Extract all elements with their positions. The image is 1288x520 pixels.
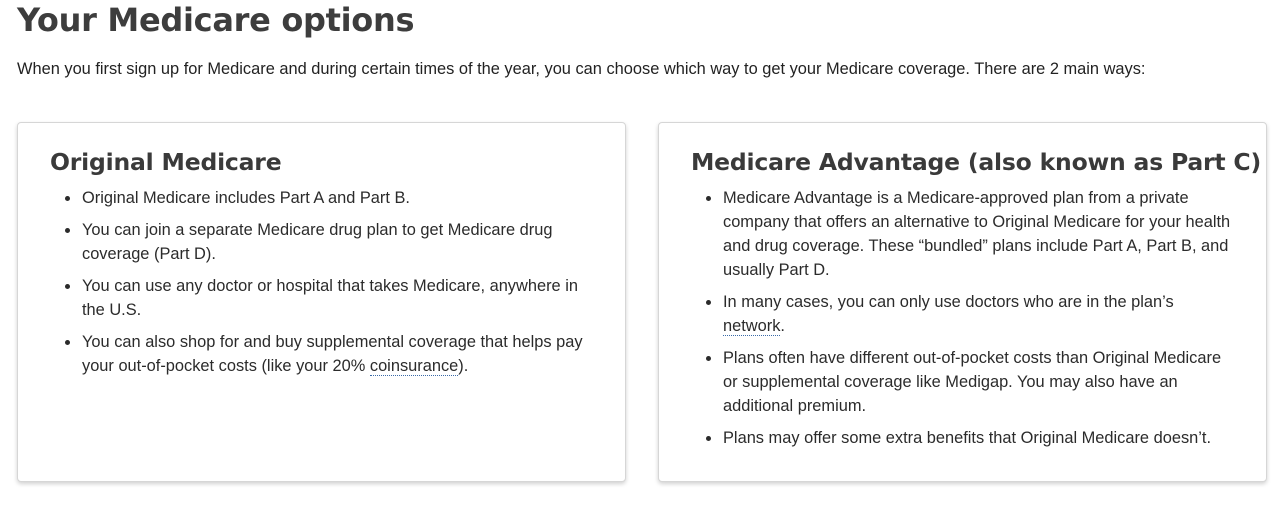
list-item-text: . [780,317,785,335]
list-item: Plans may offer some extra benefits that Original Medicare doesn’t. [723,426,1234,450]
coinsurance-definition-link[interactable]: coinsurance [369,357,459,375]
list-item-text: ). [458,357,469,375]
medicare-advantage-title: Medicare Advantage (also known as Part C) [691,148,1262,176]
medicare-advantage-list [691,186,1234,450]
list-item: You can use any doctor or hospital that takes Medicare, anywhere in the U.S. [82,274,593,322]
list-item: You can join a separate Medicare drug plan to get Medicare drug coverage (Part D). [82,218,593,266]
list-item-text: In many cases, you can only use doctors who are in the plan’s [723,293,1174,311]
original-medicare-list [50,186,593,378]
medicare-advantage-card [658,122,1267,482]
list-item-text: You can also shop for and buy supplemental coverage that helps pay your out-of-pocket costs (like your 20% [82,333,583,375]
intro-text: When you first sign up for Medicare and during certain times of the year, you can choose which way to get your Medicare coverage. There are 2 main ways: [17,60,1146,78]
list-item: Medicare Advantage is a Medicare-approved plan from a private company that offers an alternative to Original Medicare for your health and drug coverage. These “bundled” plans include Part A, Part B, and usually Part D. [723,186,1234,282]
list-item [723,290,1234,338]
network-definition-link[interactable]: network [723,317,781,335]
list-item: Original Medicare includes Part A and Part B. [82,186,593,210]
page-title: Your Medicare options [17,1,415,39]
original-medicare-card [17,122,626,482]
list-item [82,330,593,378]
list-item: Plans often have different out-of-pocket costs than Original Medicare or supplemental coverage like Medigap. You may also have an additional premium. [723,346,1234,418]
original-medicare-title: Original Medicare [50,148,282,176]
